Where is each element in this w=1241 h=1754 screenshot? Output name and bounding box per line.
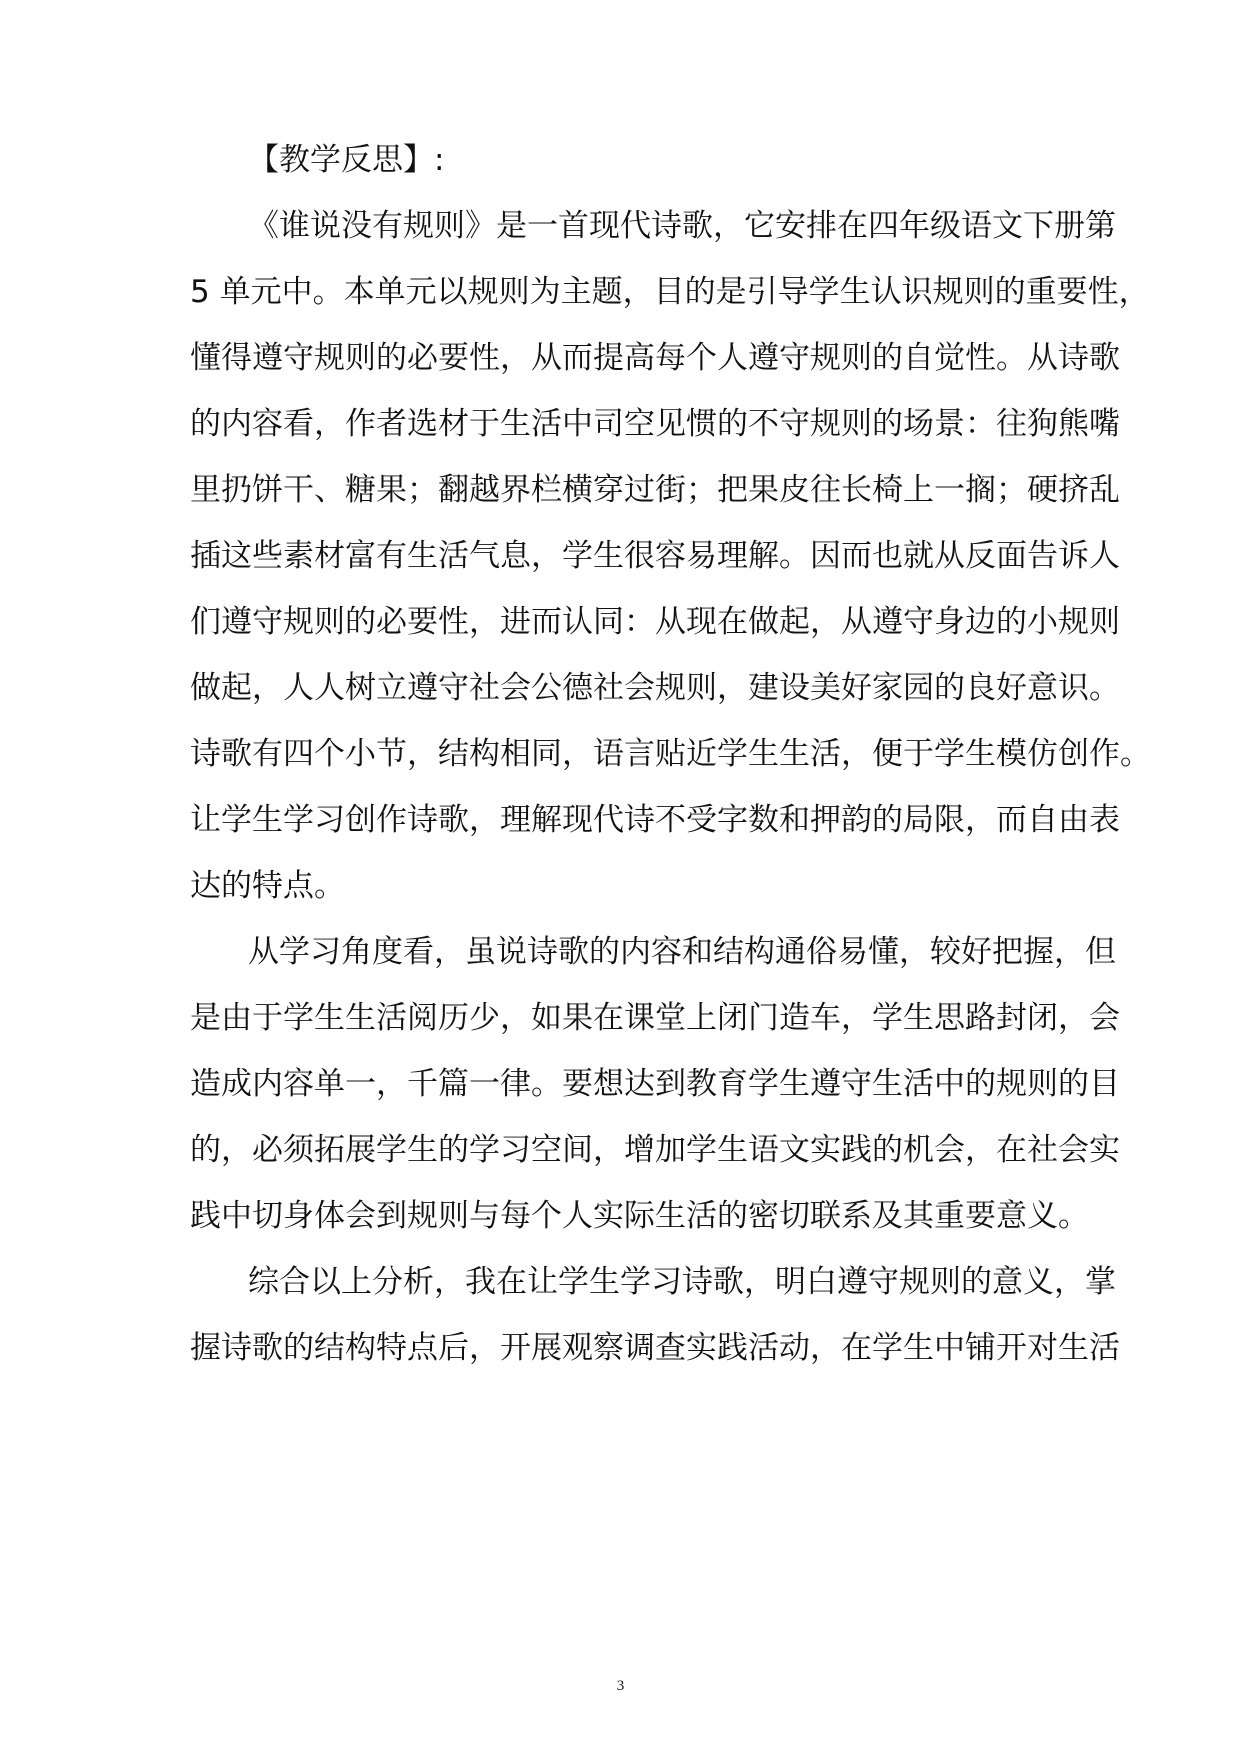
- paragraph-1-line-8: 做起，人人树立遵守社会公德社会规则，建设美好家园的良好意识。: [190, 670, 1120, 706]
- paragraph-2-line-5: 践中切身体会到规则与每个人实际生活的密切联系及其重要意义。: [190, 1198, 1089, 1234]
- paragraph-2-line-3: 造成内容单一，千篇一律。要想达到教育学生遵守生活中的规则的目: [190, 1066, 1120, 1102]
- paragraph-3-line-2: 握诗歌的结构特点后，开展观察调查实践活动，在学生中铺开对生活: [190, 1330, 1120, 1366]
- paragraph-1-line-6: 插这些素材富有生活气息，学生很容易理解。因而也就从反面告诉人: [190, 538, 1120, 574]
- paragraph-1-line-9: 诗歌有四个小节，结构相同，语言贴近学生生活，便于学生模仿创作。: [190, 736, 1151, 772]
- section-heading: 【教学反思】:: [248, 142, 445, 178]
- paragraph-1-line-3: 懂得遵守规则的必要性，从而提高每个人遵守规则的自觉性。从诗歌: [190, 340, 1120, 376]
- paragraph-1-line-1: 《谁说没有规则》是一首现代诗歌，它安排在四年级语文下册第: [248, 208, 1116, 244]
- paragraph-1-line-7: 们遵守规则的必要性，进而认同：从现在做起，从遵守身边的小规则: [190, 604, 1120, 640]
- page-number: 3: [616, 1678, 625, 1694]
- paragraph-2-line-2: 是由于学生生活阅历少，如果在课堂上闭门造车，学生思路封闭，会: [190, 1000, 1120, 1036]
- paragraph-1-line-11: 达的特点。: [190, 868, 345, 904]
- paragraph-1-line-4: 的内容看，作者选材于生活中司空见惯的不守规则的场景：往狗熊嘴: [190, 406, 1120, 442]
- paragraph-3-line-1: 综合以上分析，我在让学生学习诗歌，明白遵守规则的意义，掌: [248, 1264, 1116, 1300]
- paragraph-1-line-10: 让学生学习创作诗歌，理解现代诗不受字数和押韵的局限，而自由表: [190, 802, 1120, 838]
- paragraph-1-line-2: 5 单元中。本单元以规则为主题，目的是引导学生认识规则的重要性，: [190, 274, 1150, 310]
- paragraph-2-line-1: 从学习角度看，虽说诗歌的内容和结构通俗易懂，较好把握，但: [248, 934, 1116, 970]
- paragraph-2-line-4: 的，必须拓展学生的学习空间，增加学生语文实践的机会，在社会实: [190, 1132, 1120, 1168]
- paragraph-1-line-5: 里扔饼干、糖果；翻越界栏横穿过街；把果皮往长椅上一搁；硬挤乱: [190, 472, 1120, 508]
